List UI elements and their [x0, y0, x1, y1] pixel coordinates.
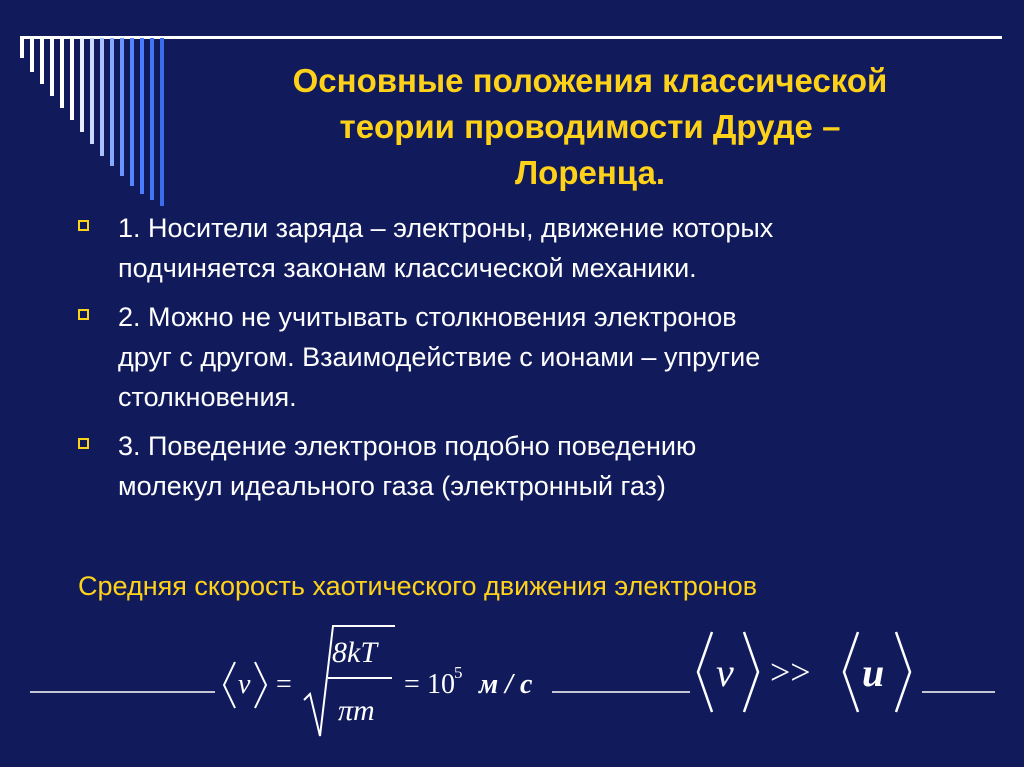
bullet-line: подчиняется законам классической механики.	[118, 253, 697, 283]
title-line-2: теории проводимости Друде –	[339, 108, 841, 145]
square-bullet-icon	[78, 309, 89, 320]
result-exponent: 5	[454, 663, 463, 682]
fraction-numerator: 8kT	[332, 636, 377, 669]
result-equals-sign: =	[404, 669, 420, 700]
title-line-1: Основные положения классической	[292, 62, 888, 99]
bullet-line: друг с другом. Взаимодействие с ионами – упругие	[118, 342, 761, 372]
square-bullet-icon	[78, 438, 89, 449]
bullet-list	[78, 208, 978, 515]
bullet-line: 1. Носители заряда – электроны, движение которых	[118, 213, 774, 243]
comparison-left-variable: v	[716, 650, 734, 695]
bullet-line: 2. Можно не учитывать столкновения электронов	[118, 302, 737, 332]
list-item	[78, 208, 978, 288]
list-item	[78, 426, 978, 506]
title-line-3: Лоренца.	[515, 154, 665, 191]
bullet-line: 3. Поведение электронов подобно поведению	[118, 431, 697, 461]
result-base: 10	[427, 669, 455, 700]
much-greater-sign: >>	[770, 652, 811, 692]
equals-sign: =	[276, 669, 292, 700]
decorative-stripes	[20, 38, 170, 208]
list-item	[78, 297, 978, 417]
slide-title	[195, 58, 985, 196]
bullet-line: столкновения.	[118, 382, 297, 412]
bullet-line: молекул идеального газа (электронный газ)	[118, 471, 666, 501]
result-units: м / с	[479, 669, 533, 700]
lhs-variable: v	[238, 669, 251, 700]
square-bullet-icon	[78, 220, 89, 231]
average-speed-heading: Средняя скорость хаотического движения электронов	[78, 571, 758, 601]
comparison-right-variable: u	[862, 650, 885, 695]
speed-formula	[0, 620, 1024, 750]
fraction-denominator: πm	[338, 694, 375, 727]
